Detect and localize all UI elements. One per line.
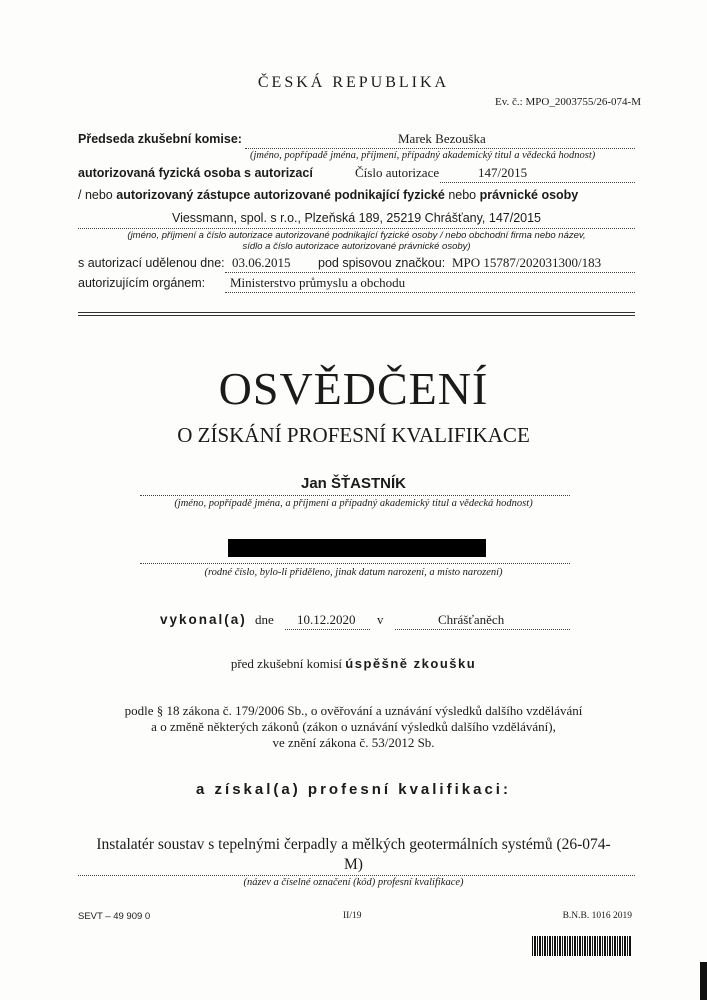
acquired-heading: a získal(a) profesní kvalifikaci:: [196, 781, 511, 798]
section-divider-2: [78, 315, 635, 316]
granted-date: 03.06.2015: [232, 255, 291, 270]
certificate-subtitle: O ZÍSKÁNÍ PROFESNÍ KVALIFIKACE: [177, 423, 530, 447]
section-divider-1: [78, 312, 635, 313]
barcode-graphic: [532, 936, 632, 956]
in-label: v: [377, 612, 384, 627]
representative-bold2: právnické osoby: [479, 188, 579, 202]
certificate-title: OSVĚDČENÍ: [218, 363, 489, 414]
chair-name: Marek Bezouška: [398, 131, 486, 146]
company-dotted-line: [78, 228, 635, 229]
representative-mid: nebo: [448, 188, 477, 202]
holder-name: Jan ŠŤASTNÍK: [300, 475, 406, 492]
granted-label: s autorizací udělenou dne:: [78, 256, 225, 270]
evidence-number: Ev. č.: MPO_2003755/26-074-M: [495, 96, 641, 108]
birth-dotted-line: [140, 563, 570, 564]
exam-place: Chrášťaněch: [438, 612, 505, 627]
date-dotted-line: [285, 629, 370, 630]
before-text: před zkušební komisí: [230, 656, 343, 671]
qualification-line-1: Instalatér soustav s tepelnými čerpadly a mělkých geotermálních systémů (26-074-: [96, 836, 611, 853]
success-text: úspěšně zkoušku: [345, 656, 477, 671]
file-number: MPO 15787/202031300/183: [452, 255, 602, 270]
law-line-1: podle § 18 zákona č. 179/2006 Sb., o ověřování a uznávání výsledků dalšího vzdělávání: [124, 703, 583, 718]
place-dotted-line: [395, 629, 570, 630]
representative-line: [78, 188, 578, 202]
authority-name: Ministerstvo průmyslu a obchodu: [230, 275, 406, 290]
law-line-3: ve znění zákona č. 53/2012 Sb.: [272, 735, 435, 750]
exam-date: 10.12.2020: [297, 612, 356, 627]
performed-label: vykonal(a): [160, 612, 247, 627]
country-heading: ČESKÁ REPUBLIKA: [257, 74, 450, 91]
authorized-person-label: autorizovaná fyzická osoba s autorizací: [78, 166, 313, 180]
chair-dotted-line: [245, 148, 635, 149]
granted-dotted-line: [225, 272, 635, 273]
qualification-line-2: M): [344, 856, 363, 873]
representative-bold1: autorizovaný zástupce autorizované podnikající fyzické: [116, 188, 445, 202]
representative-prefix: / nebo: [78, 188, 113, 202]
authority-dotted-line: [225, 292, 635, 293]
on-label: dne: [255, 612, 274, 627]
authorization-number-label: Číslo autorizace: [355, 165, 440, 180]
authorization-dotted-line: [440, 182, 635, 183]
authorization-number: 147/2015: [478, 165, 528, 180]
chair-label: Předseda zkušební komise:: [78, 132, 242, 146]
company-info: Viessmann, spol. s r.o., Plzeňská 189, 25219 Chrášťany, 147/2015: [171, 211, 542, 225]
qualification-dotted-line: [78, 875, 635, 876]
file-label: pod spisovou značkou:: [318, 256, 446, 270]
exam-result-line: [0, 656, 707, 672]
holder-dotted-line: [140, 495, 570, 496]
birth-note: (rodné číslo, bylo-li přiděleno, jinak datum narození, a místo narození): [204, 567, 503, 578]
footer-center: II/19: [343, 911, 362, 921]
edge-mark: [700, 962, 707, 1000]
redaction-bar: [228, 539, 486, 557]
footer-right: B.N.B. 1016 2019: [562, 911, 632, 921]
company-note-1: (jméno, příjmení a číslo autorizace autorizované podnikající fyzické osoby / nebo obchodní firma nebo název,: [127, 230, 586, 241]
holder-name-note: (jméno, popřípadě jména, a příjmení a případný akademický titul a vědecká hodnost): [174, 498, 533, 509]
company-note-2: sídlo a číslo autorizace autorizované právnické osoby): [242, 241, 471, 252]
law-line-2: a o změně některých zákonů (zákon o uznávání výsledků dalšího vzdělávání),: [151, 719, 556, 734]
authority-label: autorizujícím orgánem:: [78, 276, 206, 290]
qualification-note: (název a číselné označení (kód) profesní kvalifikace): [243, 877, 464, 888]
chair-note: (jméno, popřípadě jména, příjmení, případný akademický titul a vědecká hodnost): [250, 150, 596, 161]
footer-left: SEVT – 49 909 0: [78, 911, 151, 922]
